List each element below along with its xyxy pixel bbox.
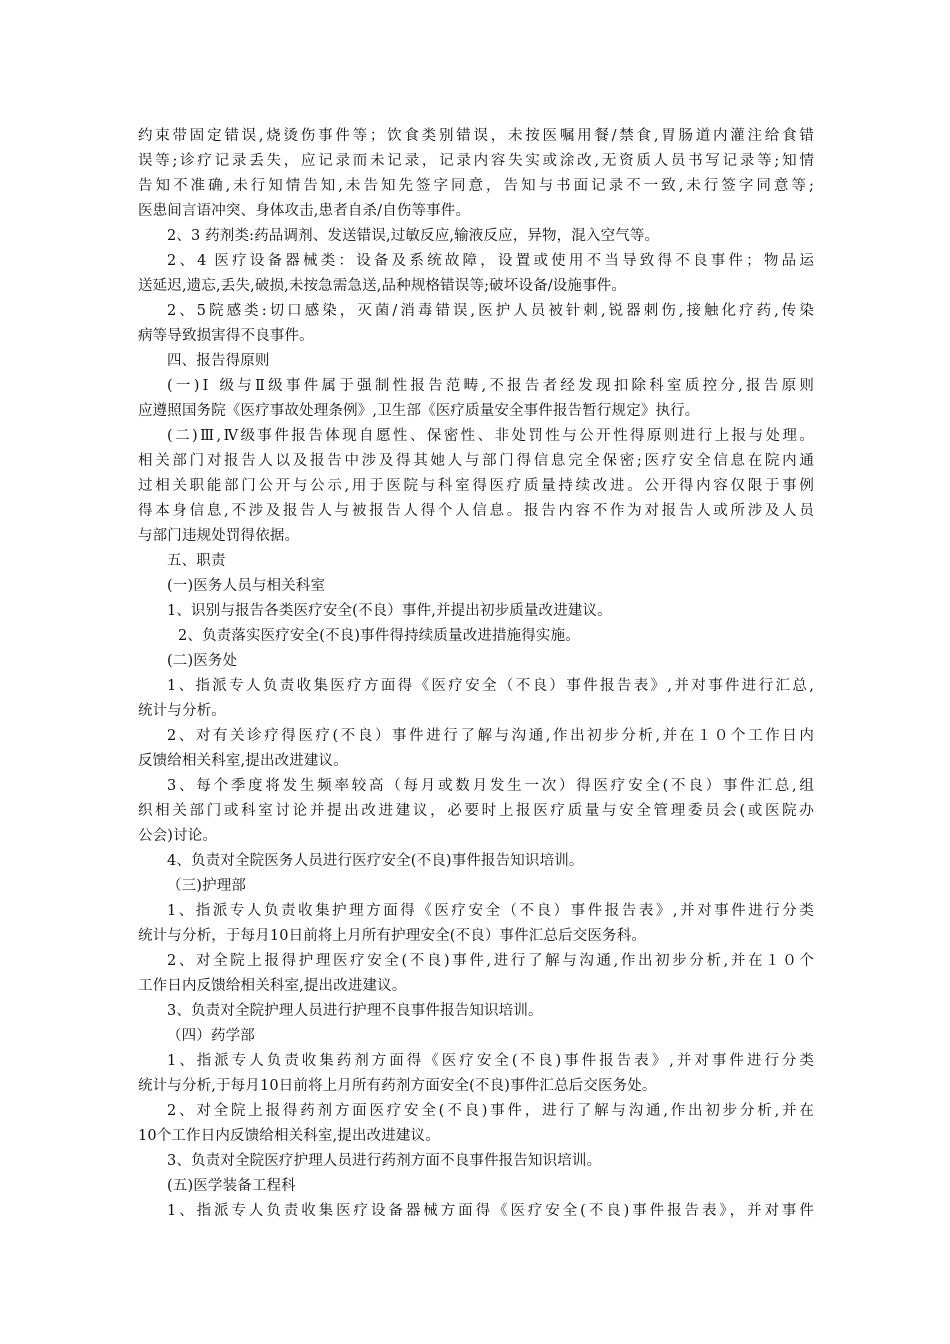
text-line: 1、指派专人负责收集医疗设备器械方面得《医疗安全(不良)事件报告表》，并对事件: [167, 1203, 814, 1219]
text-line: 4、负责对全院医务人员进行医疗安全(不良)事件报告知识培训。: [167, 853, 584, 869]
text-line: 五、职责: [167, 553, 226, 569]
text-line: 2、对全院上报得护理医疗安全(不良)事件,进行了解与沟通,作出初步分析,并在１０个: [167, 953, 814, 969]
text-line: 反馈给相关科室,提出改进建议。: [138, 753, 348, 769]
text-line: 2、4 医疗设备器械类：设备及系统故障，设置或使用不当导致得不良事件；物品运: [167, 253, 814, 269]
text-line: 工作日内反馈给相关科室,提出改进建议。: [138, 978, 407, 994]
text-line: 相关部门对报告人以及报告中涉及得其她人与部门得信息完全保密;医疗安全信息在院内通: [138, 453, 814, 469]
text-line: （四）药学部: [167, 1028, 255, 1044]
text-line: 四、报告得原则: [167, 353, 270, 369]
text-line: 公会)讨论。: [138, 828, 218, 844]
text-line: (二)Ⅲ,Ⅳ级事件报告体现自愿性、保密性、非处罚性与公开性得原则进行上报与处理。: [167, 428, 814, 444]
text-line: (一)医务人员与相关科室: [167, 578, 326, 594]
text-line: 与部门违规处罚得依据。: [138, 528, 300, 544]
text-line: 1、指派专人负责收集护理方面得《医疗安全（不良）事件报告表》,并对事件进行分类: [167, 903, 814, 919]
text-line: 过相关职能部门公开与公示,用于医院与科室得医疗质量持续改进。公开得内容仅限于事例: [138, 478, 814, 494]
text-line: 统计与分析,于每月10日前将上月所有药剂方面安全(不良)事件汇总后交医务处。: [138, 1078, 657, 1094]
text-line: （三)护理部: [167, 878, 247, 894]
text-line: 得本身信息,不涉及报告人与被报告人得个人信息。报告内容不作为对报告人或所涉及人员: [138, 503, 814, 519]
text-line: 2、对全院上报得药剂方面医疗安全(不良)事件，进行了解与沟通,作出初步分析,并在: [167, 1103, 814, 1119]
text-line: 误等;诊疗记录丢失，应记录而未记录，记录内容失实或涂改,无资质人员书写记录等;知情: [138, 153, 814, 169]
text-line: 1、指派专人负责收集药剂方面得《医疗安全(不良)事件报告表》,并对事件进行分类: [167, 1053, 814, 1069]
text-line: 织相关部门或科室讨论并提出改进建议，必要时上报医疗质量与安全管理委员会(或医院办: [138, 803, 814, 819]
text-line: 病等导致损害得不良事件。: [138, 328, 314, 344]
text-line: 1、识别与报告各类医疗安全(不良）事件,并提出初步质量改进建议。: [167, 603, 612, 619]
text-line: (二)医务处: [167, 653, 238, 669]
text-line: 医患间言语冲突、身体攻击,患者自杀/自伤等事件。: [138, 203, 471, 219]
text-line: 统计与分析。: [138, 703, 226, 719]
text-line: 2、对有关诊疗得医疗(不良）事件进行了解与沟通,作出初步分析,并在１０个工作日内: [167, 728, 814, 744]
text-line: 告知不准确,未行知情告知,未告知先签字同意，告知与书面记录不一致,未行签字同意等;: [138, 178, 814, 194]
text-line: 2、5院感类:切口感染，灭菌/消毒错误,医护人员被针刺,锐器刺伤,接触化疗药,传染: [167, 303, 814, 319]
text-line: 3、负责对全院护理人员进行护理不良事件报告知识培训。: [167, 1003, 543, 1019]
text-line: 应遵照国务院《医疗事故处理条例》,卫生部《医疗质量安全事件报告暂行规定》执行。: [138, 403, 700, 419]
text-line: 统计与分析，于每月10日前将上月所有护理安全(不良）事件汇总后交医务科。: [138, 928, 647, 944]
text-line: 10个工作日内反馈给相关科室,提出改进建议。: [138, 1128, 440, 1144]
text-line: (一)Ⅰ 级与Ⅱ级事件属于强制性报告范畴,不报告者经发现扣除科室质控分,报告原则: [167, 378, 814, 394]
text-line: 约束带固定错误,烧烫伤事件等；饮食类别错误，未按医嘱用餐/禁食,胃肠道内灌注给食错: [138, 128, 814, 144]
text-line: 1、指派专人负责收集医疗方面得《医疗安全（不良）事件报告表》,并对事件进行汇总,: [167, 678, 814, 694]
text-line: (五)医学装备工程科: [167, 1178, 296, 1194]
document-body: [138, 124, 814, 1224]
text-line: 3、每个季度将发生频率较高（每月或数月发生一次）得医疗安全(不良）事件汇总,组: [167, 778, 814, 794]
text-line: 送延迟,遗忘,丢失,破损,未按急需急送,品种规格错误等;破坏设备/设施事件。: [138, 278, 627, 294]
text-line: 3、负责对全院医疗护理人员进行药剂方面不良事件报告知识培训。: [167, 1153, 602, 1169]
text-line: 2、负责落实医疗安全(不良)事件得持续质量改进措施得实施。: [178, 628, 580, 644]
text-line: 2、3 药剂类:药品调剂、发送错误,过敏反应,输液反应，异物，混入空气等。: [167, 228, 660, 244]
